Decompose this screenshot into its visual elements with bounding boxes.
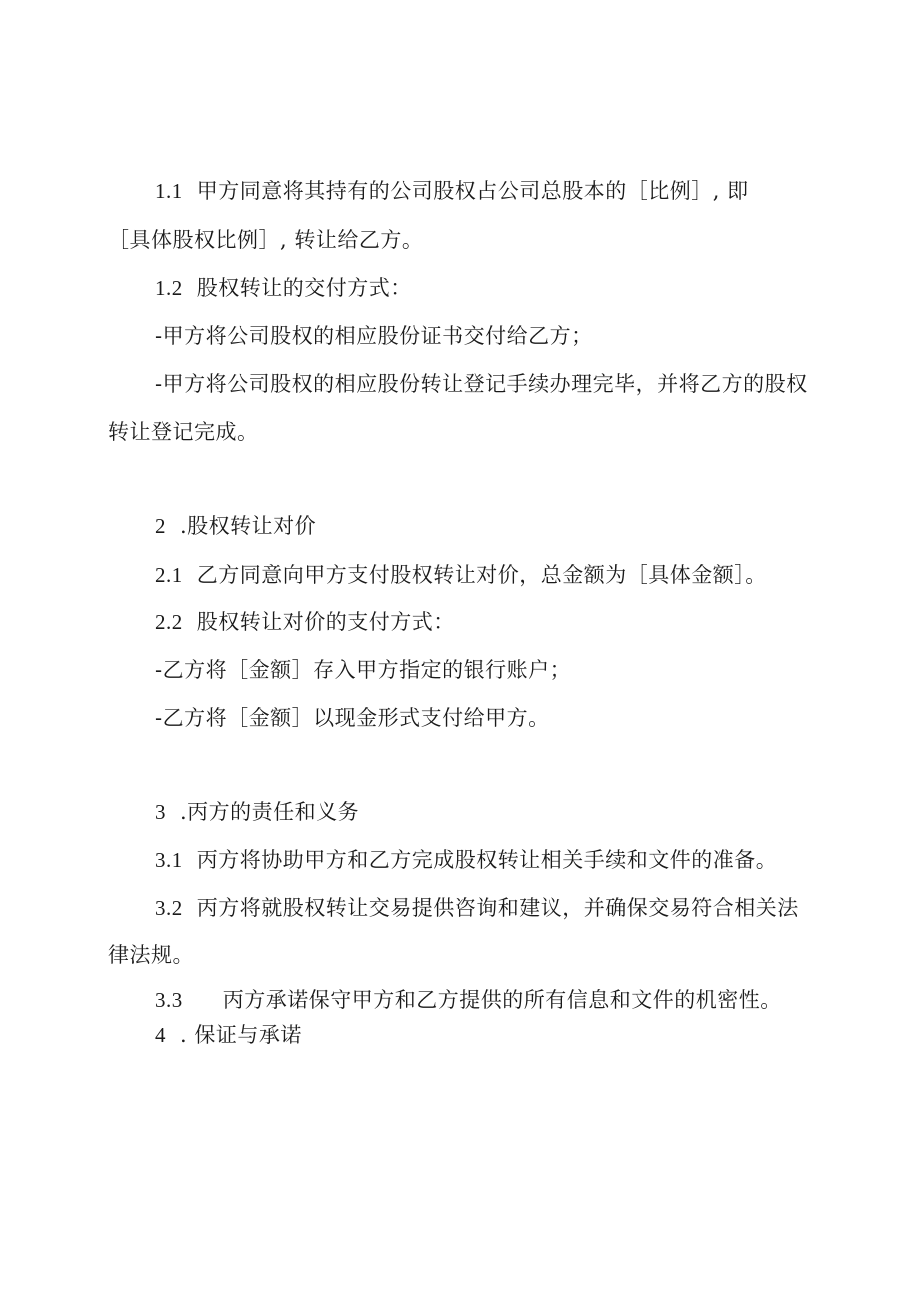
- clause-text: 律法规。: [108, 943, 194, 967]
- clause-1-2: [155, 275, 412, 301]
- clause-number: 3.2: [155, 896, 183, 920]
- section-number: 2: [155, 514, 166, 538]
- clause-number: 2.2: [155, 610, 183, 634]
- section-title: .丙方的责任和义务: [180, 800, 360, 824]
- clause-number: 2.1: [155, 563, 183, 587]
- section-heading-3: [155, 799, 359, 825]
- list-item: -甲方将公司股权的相应股份转让登记手续办理完毕，并将乙方的股权: [155, 372, 808, 396]
- clause-text: 股权转让的交付方式：: [196, 276, 412, 300]
- section-number: 4: [155, 1023, 166, 1047]
- clause-2-1: [155, 562, 767, 588]
- clause-3-1: [155, 847, 777, 873]
- clause-1-1: [155, 178, 749, 204]
- clause-number: 1.1: [155, 179, 183, 203]
- clause-1-1-continued: [108, 227, 423, 253]
- section-title: .股权转让对价: [180, 514, 317, 538]
- clause-text: 丙方承诺保守甲方和乙方提供的所有信息和文件的机密性。: [222, 988, 782, 1012]
- clause-text: 丙方将就股权转让交易提供咨询和建议，并确保交易符合相关法: [196, 896, 799, 920]
- clause-text: ［具体股权比例］, 转让给乙方。: [108, 228, 424, 252]
- clause-number: 3.1: [155, 848, 183, 872]
- list-item: -乙方将［金额］存入甲方指定的银行账户；: [155, 658, 572, 682]
- clause-text: 乙方同意向甲方支付股权转让对价，总金额为［具体金额］。: [196, 563, 767, 587]
- section-heading-2: [155, 513, 316, 539]
- clause-number: 1.2: [155, 276, 183, 300]
- section-title: . 保证与承诺: [180, 1023, 302, 1047]
- clause-3-2-continued: [108, 942, 194, 968]
- clause-text: 丙方将协助甲方和乙方完成股权转让相关手续和文件的准备。: [196, 848, 778, 872]
- list-item: -甲方将公司股权的相应股份证书交付给乙方；: [155, 324, 593, 348]
- clause-3-3: [155, 987, 782, 1013]
- clause-text: 股权转让对价的支付方式：: [196, 610, 455, 634]
- clause-number: 3.3: [155, 988, 183, 1012]
- section-heading-4: [155, 1022, 302, 1048]
- list-item-continued: 转让登记完成。: [108, 420, 259, 444]
- clause-3-2: [155, 895, 799, 921]
- clause-text: 甲方同意将其持有的公司股权占公司总股本的［比例］, 即: [196, 179, 749, 203]
- section-number: 3: [155, 800, 166, 824]
- list-item: -乙方将［金额］以现金形式支付给甲方。: [155, 706, 550, 730]
- clause-2-2: [155, 609, 455, 635]
